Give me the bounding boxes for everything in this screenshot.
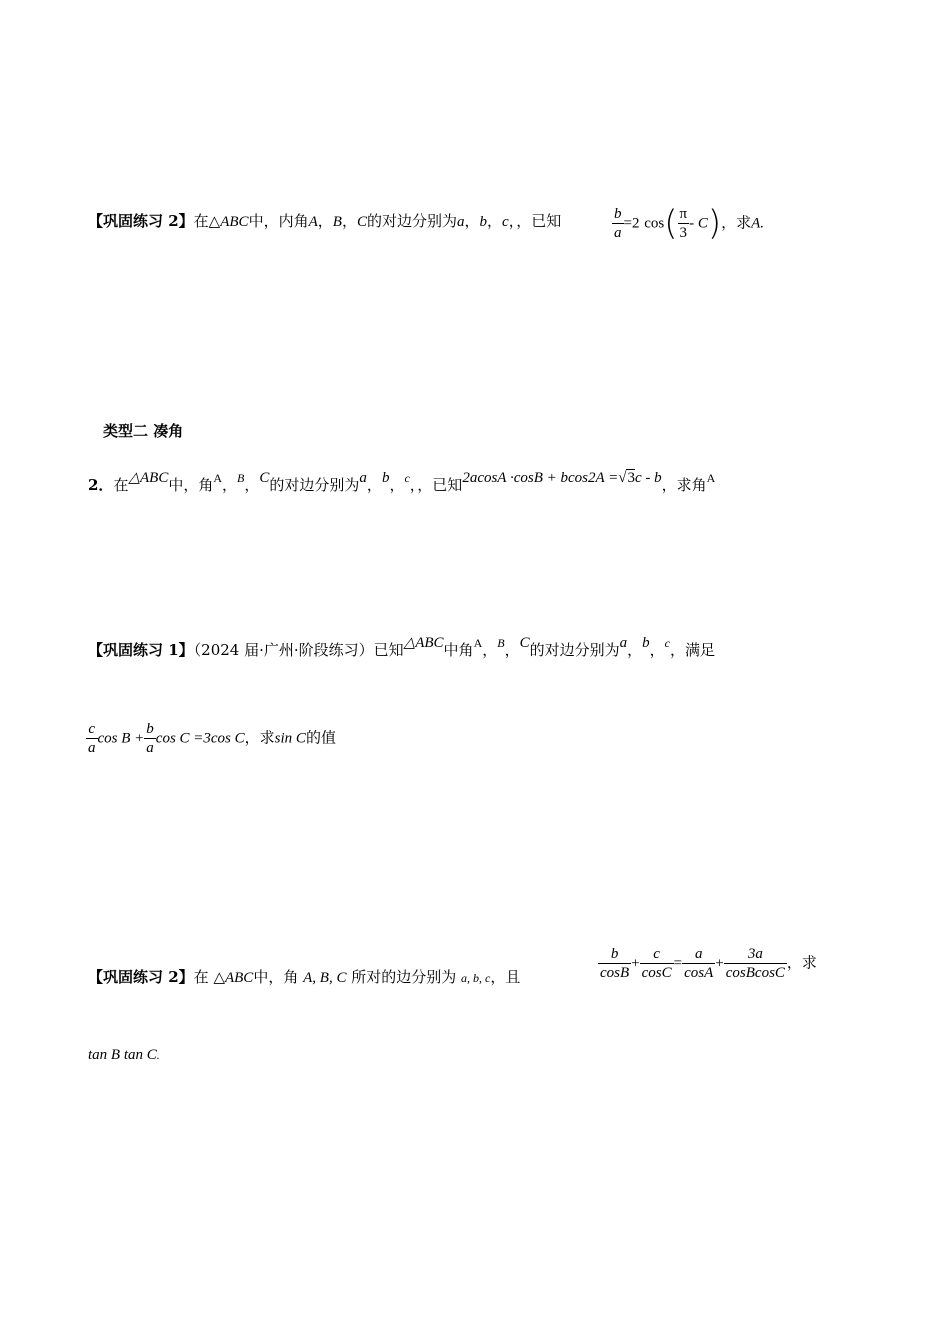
text: ，已知 xyxy=(516,212,562,230)
var-A: A xyxy=(473,636,483,650)
text: 在 xyxy=(113,476,129,494)
fraction-c-cosC: $\frac{c}{\cos C}$ xyxy=(641,946,672,981)
var-a: a xyxy=(359,470,367,486)
angles: A, B, C xyxy=(303,970,347,986)
text: 中，角 xyxy=(168,476,214,494)
var-c: c xyxy=(664,636,670,650)
plus: + xyxy=(631,955,640,972)
var-C: C xyxy=(259,470,270,486)
var-B: B xyxy=(497,636,505,650)
exercise-label: 【巩固练习 1】 xyxy=(88,641,194,659)
answer-A: A. xyxy=(751,215,765,232)
var-B: B xyxy=(237,471,245,485)
fraction-b-cosB: $\frac{b}{\cos B}$ xyxy=(600,946,630,981)
text: 的对边分别为 xyxy=(366,212,457,230)
problem-number: 2． xyxy=(88,476,114,494)
exercise-2-target xyxy=(88,1048,160,1063)
var-A: A xyxy=(213,471,223,485)
equation-rest: cos C =3cos C xyxy=(155,730,245,747)
sin-C: sin C xyxy=(274,730,306,747)
problem-2-line: 2．在△ABC中，角$^A$，$^B$，C的对边分别为a，b，$^c$，，已知2acosA ·cosB + bcos2A =√3c - b，求角$^A$ xyxy=(88,470,716,494)
plus: + xyxy=(715,955,724,972)
exercise-1-line: 【巩固练习 1】（2024 届·广州·阶段练习）已知△ABC中角$^A$，$^B$，C的对边分别为a，b，$^c$，满足 xyxy=(88,635,716,659)
ask-text: ，求角 xyxy=(661,476,707,494)
equation-left: 2acosA ·cosB + bcos2A = xyxy=(462,470,619,486)
text: 在△ xyxy=(193,212,221,230)
section-title: 类型二 凑角 xyxy=(103,422,184,440)
formula-prev xyxy=(612,205,764,242)
triangle-name: △ABC xyxy=(128,470,169,486)
triangle-name: ABC xyxy=(220,214,249,230)
var-A: A xyxy=(308,214,318,230)
text: 的值 xyxy=(305,728,336,747)
text: 中，角 xyxy=(253,968,299,986)
ask-text: ，求 xyxy=(244,728,275,747)
text: 中角 xyxy=(443,641,474,659)
var-C: C xyxy=(519,635,530,651)
exercise-prev-line: 【巩固练习 2】在△ABC中，内角A，B，C的对边分别为a，b，c，，已知 xyxy=(88,212,562,230)
equals-two: =2 xyxy=(623,215,640,232)
triangle-name: △ABC xyxy=(403,635,444,651)
text: 的对边分别为 xyxy=(269,476,360,494)
var-a: a xyxy=(456,214,465,230)
fraction-a-cosA: $\frac{a}{\cos A}$ xyxy=(684,946,714,981)
ask-text: ，求 xyxy=(721,213,752,232)
text: ，已知 xyxy=(417,476,463,494)
text: 中，内角 xyxy=(248,212,309,230)
text: 在 △ xyxy=(193,968,225,986)
text: ，满足 xyxy=(670,641,716,659)
text: 所对的边分别为 xyxy=(351,968,457,986)
right-paren: ) xyxy=(707,203,722,244)
var-c: c xyxy=(404,471,410,485)
equation-right: c - b xyxy=(634,470,662,486)
var-c: c xyxy=(502,214,509,230)
answer-A: A xyxy=(706,471,716,485)
text: ，且 xyxy=(490,968,521,986)
var-b: b xyxy=(642,635,650,651)
equals: = xyxy=(673,955,683,972)
sides: a, b, c xyxy=(461,971,491,985)
var-C: C xyxy=(356,214,367,230)
var-b: b xyxy=(381,470,390,486)
var-B: B xyxy=(332,214,342,230)
exercise-label: 【巩固练习 2】 xyxy=(88,968,194,986)
var-b: b xyxy=(479,214,487,230)
fraction-pi-over-3: $\frac{\pi}{3}$ xyxy=(679,206,688,241)
triangle-name: ABC xyxy=(224,970,254,986)
text: 的对边分别为 xyxy=(529,641,620,659)
cos-B-plus: cos B + xyxy=(97,730,145,747)
exercise-1-formula xyxy=(86,720,336,757)
fraction-c-over-a: $\frac{c}{a}$ xyxy=(88,721,96,756)
text: 已知 xyxy=(373,641,404,659)
var-a: a xyxy=(619,635,628,651)
tan-B-tan-C: tan B tan C xyxy=(88,1047,157,1063)
ask-text: ，求 xyxy=(786,953,817,972)
period: . xyxy=(156,1048,160,1062)
exercise-2-formula xyxy=(598,945,817,982)
fraction-3a-cosBcosC: $\frac{3a}{\text{cosBcosC}}$ xyxy=(725,946,785,981)
fraction-b-over-a: $\frac{b}{a}$ xyxy=(146,721,154,756)
source-text: （2024 届·广州·阶段练习） xyxy=(193,641,374,659)
exercise-2-line xyxy=(88,970,520,986)
minus-C: - C xyxy=(689,215,708,232)
left-paren: ( xyxy=(664,203,678,244)
sqrt-symbol: √3 xyxy=(618,470,635,486)
fraction-b-over-a: $\frac{b}{a}$ xyxy=(614,206,622,241)
cos-text: cos xyxy=(644,215,665,232)
exercise-label: 【巩固练习 2】 xyxy=(88,212,194,230)
